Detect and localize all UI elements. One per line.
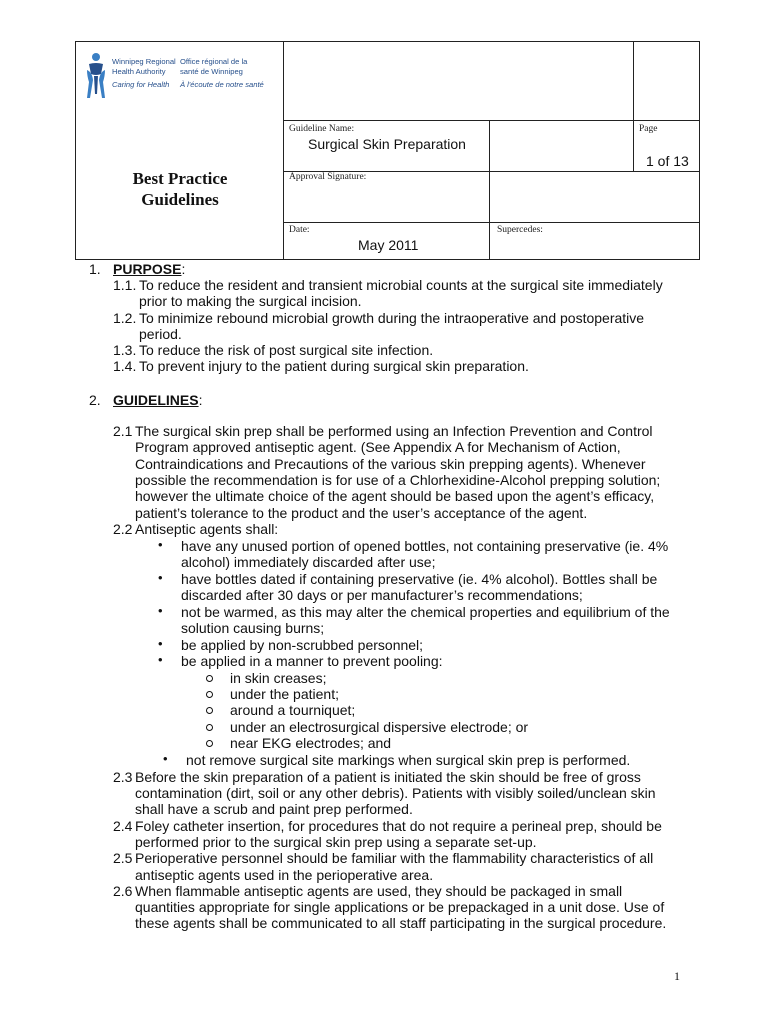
circle-bullet-icon	[206, 691, 213, 698]
supercedes-label: Supercedes:	[497, 225, 543, 235]
section-line: however the ultimate choice of the agent should be based upon the agent’s efficacy,	[135, 488, 655, 504]
section-line: performed prior to the surgical skin prep using a separate set-up.	[135, 834, 537, 850]
purpose-item-line: To reduce the risk of post surgical site infection.	[139, 342, 434, 358]
section-line: antiseptic agents used in the perioperative area.	[135, 867, 434, 883]
sub-bullet-line: under an electrosurgical dispersive electrode; or	[230, 719, 529, 735]
purpose-item-num: 1.2.	[113, 310, 137, 326]
section-num: 2.1	[113, 423, 133, 439]
org-name-fr-line1: Office régional de la	[180, 57, 248, 66]
sub-bullet-line: under the patient;	[230, 686, 339, 702]
bullet-line: solution causing burns;	[181, 620, 325, 636]
sub-bullet-line: near EKG electrodes; and	[230, 735, 392, 751]
section-num: 2.5	[113, 850, 133, 866]
section-line: Program approved antiseptic agent. (See Appendix A for Mechanism of Action,	[135, 439, 621, 455]
section-line: Perioperative personnel should be familiar with the flammability characteristics of all	[135, 850, 654, 866]
section-intro: Antiseptic agents shall:	[135, 521, 279, 537]
section-num: 2.3	[113, 769, 133, 785]
sub-bullet-line: around a tourniquet;	[230, 702, 356, 718]
bullet-icon: •	[158, 603, 163, 618]
section-line: these agents shall be communicated to all staff participating in the surgical procedure.	[135, 915, 667, 931]
org-name-en-line2: Health Authority	[112, 66, 166, 76]
circle-bullet-icon	[206, 675, 213, 682]
guideline-name-label: Guideline Name:	[289, 124, 355, 134]
section-line: Before the skin preparation of a patient is initiated the skin should be free of gross	[135, 769, 641, 785]
date-label: Date:	[289, 225, 310, 235]
circle-bullet-icon	[206, 707, 213, 714]
purpose-number: 1.	[89, 261, 101, 277]
bullet-line: be applied in a manner to prevent pooling:	[181, 653, 443, 669]
wrha-logo	[84, 50, 274, 102]
org-name-en-line1: Winnipeg Regional	[112, 57, 176, 66]
section-line: shall have a scrub and paint prep performed.	[135, 801, 413, 817]
purpose-item-num: 1.4.	[113, 358, 137, 374]
guideline-name: Surgical Skin Preparation	[308, 136, 466, 152]
bullet-icon: •	[158, 537, 163, 552]
org-name-fr-line2: santé de Winnipeg	[180, 66, 243, 76]
purpose-heading-text: PURPOSE	[113, 261, 182, 277]
bullet-line: be applied by non-scrubbed personnel;	[181, 637, 424, 653]
bullet-line: have bottles dated if containing preservative (ie. 4% alcohol). Bottles shall be	[181, 571, 658, 587]
bullet-line: have any unused portion of opened bottles, not containing preservative (ie. 4%	[181, 538, 669, 554]
purpose-item-num: 1.3.	[113, 342, 137, 358]
section-num: 2.4	[113, 818, 133, 834]
bullet-icon: •	[158, 570, 163, 585]
bullet-line: alcohol) immediately discarded after use;	[181, 554, 436, 570]
guidelines-heading-text: GUIDELINES	[113, 392, 199, 408]
bullet-icon: •	[158, 652, 163, 667]
section-line: Contraindications and Precautions of the various skin prepping agents). Whenever	[135, 456, 646, 472]
circle-bullet-icon	[206, 740, 213, 747]
purpose-item-line: To minimize rebound microbial growth during the intraoperative and postoperative	[139, 310, 645, 326]
purpose-heading: PURPOSE:	[113, 261, 186, 277]
tagline-en: Caring for Health	[112, 80, 170, 89]
section-line: quantities appropriate for single applications or be prepackaged in a unit dose. Use of	[135, 899, 665, 915]
sub-bullet-line: in skin creases;	[230, 670, 327, 686]
bullet-line: discarded after 30 days or per manufacturer’s recommendations;	[181, 587, 583, 603]
page-label: Page	[639, 124, 658, 134]
bullet-icon: •	[163, 751, 168, 766]
purpose-item-line: To prevent injury to the patient during surgical skin preparation.	[139, 358, 529, 374]
section-line: When flammable antiseptic agents are used, they should be packaged in small	[135, 883, 623, 899]
page-value: 1 of 13	[646, 153, 689, 169]
purpose-item-num: 1.1.	[113, 277, 137, 293]
date-value: May 2011	[358, 237, 419, 253]
guidelines-number: 2.	[89, 392, 101, 408]
section-num: 2.6	[113, 883, 133, 899]
section-line: Foley catheter insertion, for procedures that do not require a perineal prep, should be	[135, 818, 662, 834]
page-number: 1	[674, 969, 680, 983]
section-line: contamination (dirt, soil or any other debris). Patients with visibly soiled/unclean skin	[135, 785, 656, 801]
section-line: possible the recommendation is for use of a Chlorhexidine-Alcohol prepping solution;	[135, 472, 661, 488]
section-line: The surgical skin prep shall be performed using an Infection Prevention and Control	[135, 423, 653, 439]
doc-type-title: Best Practice Guidelines	[132, 169, 228, 209]
header-table	[75, 41, 700, 260]
tagline-fr: À l'écoute de notre santé	[180, 80, 264, 89]
section-line: patient’s tolerance to the product and the user’s acceptance of the agent.	[135, 505, 588, 521]
wrha-logo-icon	[84, 52, 108, 100]
bullet-icon: •	[158, 636, 163, 651]
bullet-line: not be warmed, as this may alter the chemical properties and equilibrium of the	[181, 604, 670, 620]
approval-label: Approval Signature:	[289, 172, 367, 182]
purpose-item-line: To reduce the resident and transient microbial counts at the surgical site immediately	[139, 277, 663, 293]
purpose-item-line: period.	[139, 326, 182, 342]
section-num: 2.2	[113, 521, 133, 537]
purpose-item-line: prior to making the surgical incision.	[139, 293, 362, 309]
circle-bullet-icon	[206, 724, 213, 731]
guidelines-heading: GUIDELINES:	[113, 392, 203, 408]
bullet-line: not remove surgical site markings when surgical skin prep is performed.	[186, 752, 631, 768]
